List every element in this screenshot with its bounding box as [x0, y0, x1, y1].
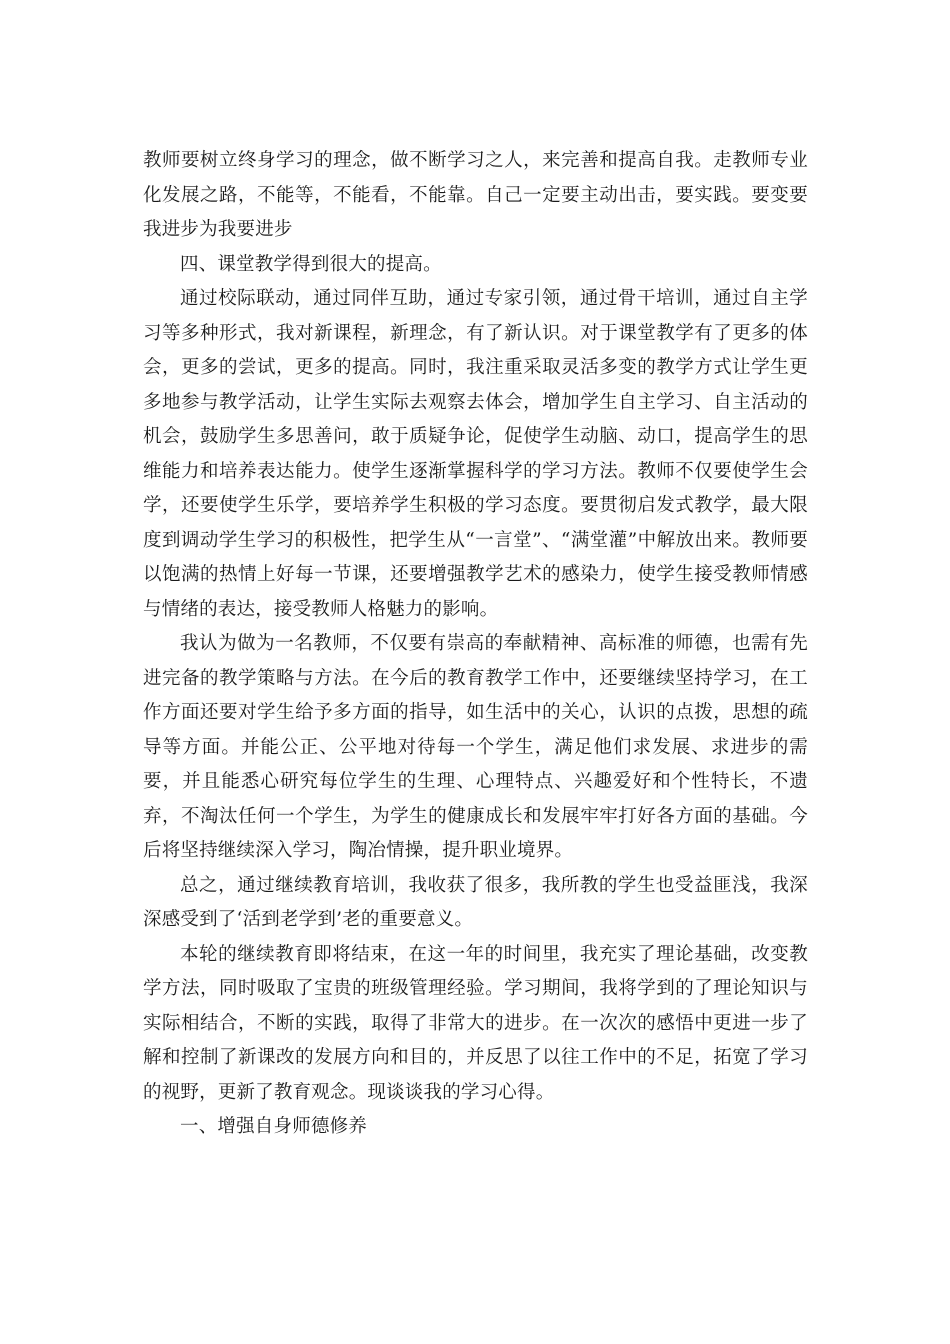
section-heading-four: 四、课堂教学得到很大的提高。 [180, 253, 442, 275]
paragraph-continuation: 教师要树立终身学习的理念，做不断学习之人，来完善和提高自我。走教师专业化发展之路，不能等，不能看，不能靠。自己一定要主动出击，要实践。要变要我进步为我要进步 [143, 150, 808, 240]
section-heading-one: 一、增强自身师德修养 [180, 1116, 368, 1137]
paragraph-summary: 总之，通过继续教育培训，我收获了很多，我所教的学生也受益匪浅，我深深感受到了‘活到老学到’老的重要意义。 [143, 874, 808, 930]
document-body [143, 144, 808, 1145]
paragraph-continuing-education: 本轮的继续教育即将结束，在这一年的时间里，我充实了理论基础，改变教学方法，同时吸取了宝贵的班级管理经验。学习期间，我将学到的了理论知识与实际相结合，不断的实践，取得了非常大的进步。在一次次的感悟中更进一步了解和控制了新课改的发展方向和目的，并反思了以往工作中的不足，拓宽了学习的视野，更新了教育观念。现谈谈我的学习心得。 [143, 943, 808, 1103]
paragraph-teacher-role: 我认为做为一名教师，不仅要有崇高的奉献精神、高标准的师德，也需有先进完备的教学策略与方法。在今后的教育教学工作中，还要继续坚持学习，在工作方面还要对学生给予多方面的指导，如生活中的关心，认识的点拨，思想的疏导等方面。并能公正、公平地对待每一个学生，满足他们求发展、求进步的需要，并且能悉心研究每位学生的生理、心理特点、兴趣爱好和个性特长，不遗弃，不淘汰任何一个学生，为学生的健康成长和发展牢牢打好各方面的基础。今后将坚持继续深入学习，陶冶情操，提升职业境界。 [143, 633, 808, 861]
paragraph-classroom-teaching: 通过校际联动，通过同伴互助，通过专家引领，通过骨干培训，通过自主学习等多种形式，我对新课程，新理念，有了新认识。对于课堂教学有了更多的体会，更多的尝试，更多的提高。同时，我注重采取灵活多变的教学方式让学生更多地参与教学活动，让学生实际去观察去体会，增加学生自主学习、自主活动的机会，鼓励学生多思善问，敢于质疑争论，促使学生动脑、动口，提高学生的思维能力和培养表达能力。使学生逐渐掌握科学的学习方法。教师不仅要使学生会学，还要使学生乐学，要培养学生积极的学习态度。要贯彻启发式教学，最大限度到调动学生学习的积极性，把学生从“一言堂”、“满堂灌”中解放出来。教师要以饱满的热情上好每一节课，还要增强教学艺术的感染力，使学生接受教师情感与情绪的表达，接受教师人格魅力的影响。 [143, 288, 808, 620]
